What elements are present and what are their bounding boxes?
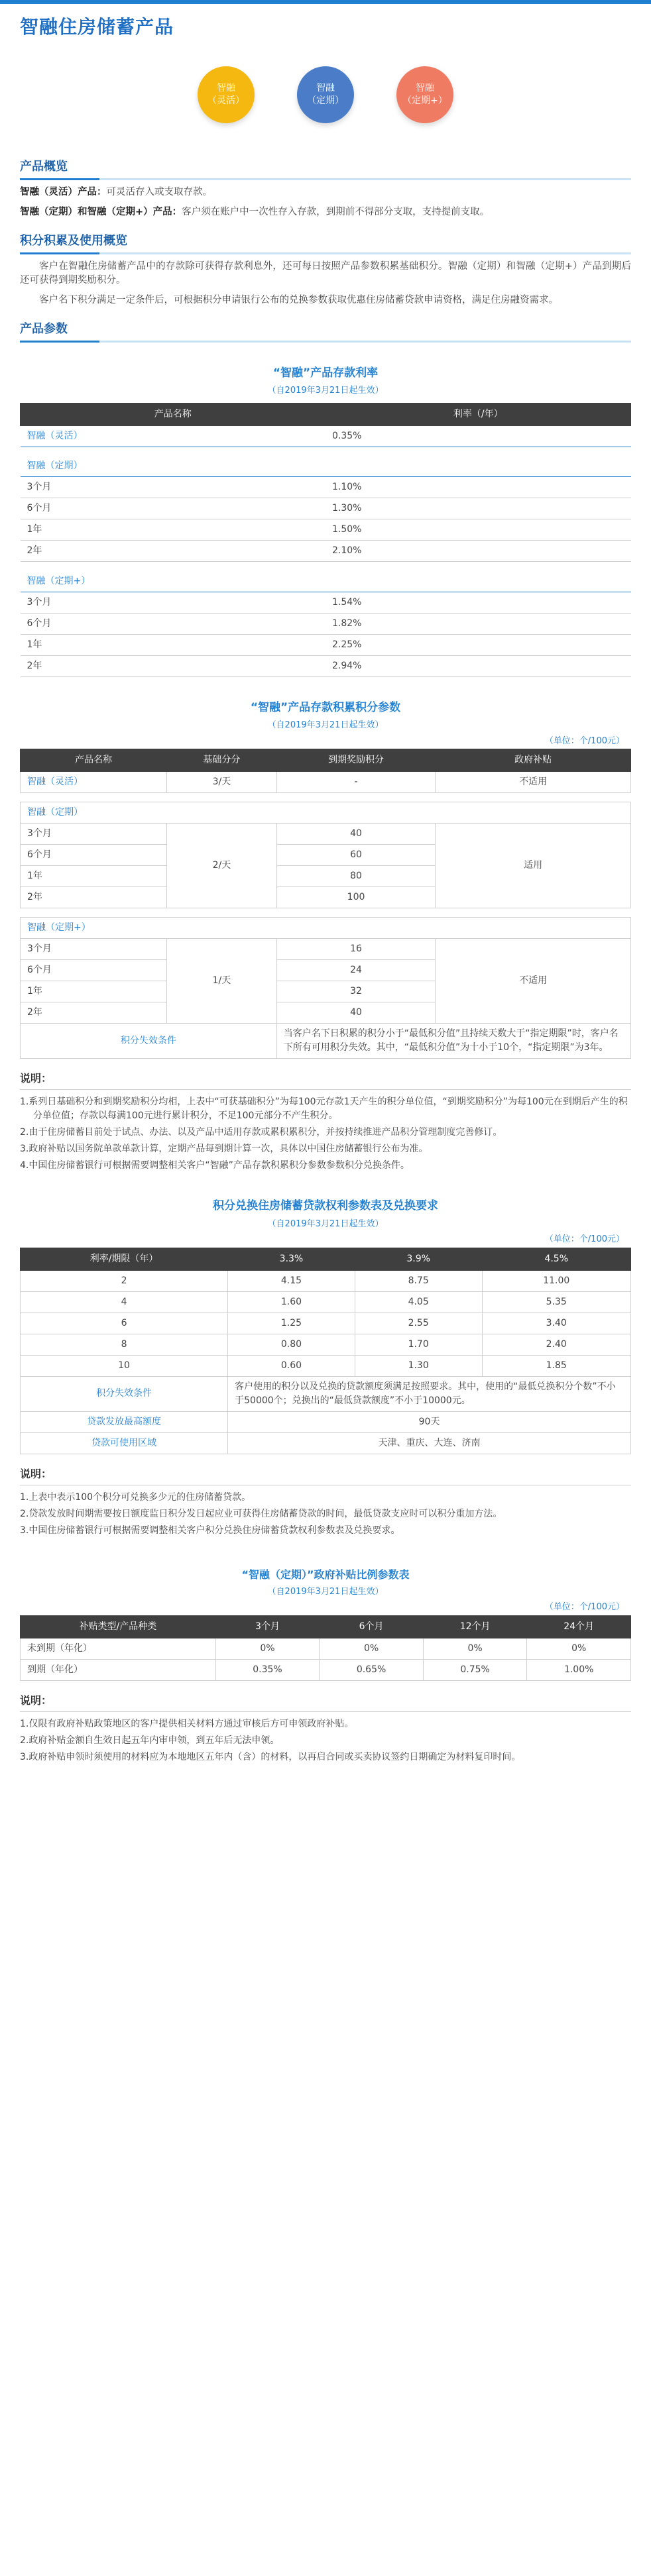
loan-col3: 3.9%: [355, 1248, 482, 1270]
overview-p2-text: 客户须在账户中一次性存入存款，到期前不得部分支取，支持提前支取。: [182, 206, 490, 217]
product-fixed-line2: （定期）: [307, 95, 344, 106]
points-plus-base: 1/天: [167, 939, 277, 1024]
loan-term: 6: [21, 1313, 228, 1334]
subsidy-val: 0.35%: [215, 1659, 320, 1680]
points-flex-subsidy: 不适用: [436, 772, 631, 793]
loan-limit-value: 90天: [228, 1411, 631, 1432]
rates-flex-name: 智融（灵活）: [21, 425, 326, 447]
rates-fixed-term: 2年: [21, 541, 326, 562]
points-p1: 客户在智融住房储蓄产品中的存款除可获得存款利息外，还可每日按照产品参数积累基础积分。智融（定期）和智融（定期+）产品到期后还可获得到期奖励积分。: [20, 260, 631, 286]
subsidy-val: 1.00%: [527, 1659, 631, 1680]
loan-table-unit: （单位：个/100元）: [544, 1234, 624, 1245]
loan-region-label: 贷款可使用区域: [21, 1432, 228, 1454]
product-plus-line1: 智融: [416, 83, 434, 94]
loan-val-a: 4.15: [228, 1270, 355, 1291]
points-col3: 到期奖励积分: [276, 749, 435, 772]
rates-plus-term: 3个月: [21, 592, 326, 613]
rates-col2: 利率（/年）: [326, 403, 631, 425]
points-plus-bonus: 32: [276, 981, 435, 1002]
subsidy-row-name: 到期（年化）: [21, 1659, 216, 1680]
points-fixed-name: 智融（定期）: [21, 802, 631, 824]
rates-fixed-rate: 1.30%: [326, 498, 631, 519]
loan-table-subtitle: （自2019年3月21日起生效）: [267, 1218, 384, 1229]
loan-val-b: 2.55: [355, 1313, 482, 1334]
rates-plus-rate: 2.94%: [326, 655, 631, 676]
notes2-item: 1.上表中表示100个积分可兑换多少元的住房储蓄贷款。: [20, 1491, 251, 1503]
loan-table-title: 积分兑换住房储蓄贷款权利参数表及兑换要求: [213, 1199, 438, 1213]
loan-val-b: 8.75: [355, 1270, 482, 1291]
points-fixed-bonus: 40: [276, 824, 435, 845]
notes1-item: 3.政府补贴以国务院单款单款计算，定期产品每到期计算一次，具体以中国住房储蓄银行公布为准。: [20, 1144, 428, 1155]
overview-section: [20, 146, 631, 220]
rates-flex-rate: 0.35%: [326, 425, 631, 447]
loan-val-a: 1.60: [228, 1291, 355, 1313]
subsidy-table: [20, 1615, 631, 1681]
points-table-title: “智融”产品存款积累积分参数: [250, 700, 401, 714]
product-flex-line1: 智融: [217, 83, 235, 94]
page-title: 智融住房储蓄产品: [20, 16, 174, 38]
notes1-item: 2.由于住房储蓄目前处于试点、办法、以及产品中适用存款或累积累积分，并按持续推进产品积分管理制度完善修订。: [20, 1127, 503, 1138]
rates-plus-name: 智融（定期+）: [21, 571, 631, 592]
loan-val-b: 4.05: [355, 1291, 482, 1313]
loan-col2: 3.3%: [228, 1248, 355, 1270]
points-plus-bonus: 24: [276, 960, 435, 981]
product-plus-line2: （定期+）: [402, 95, 447, 106]
loan-val-c: 2.40: [482, 1334, 631, 1355]
rates-plus-rate: 2.25%: [326, 634, 631, 655]
points-cond-text: 当客户名下日积累的积分小于“最低积分值”且持续天数大于“指定期限”时，客户名下所有可用积分失效。其中，“最低积分值”为十小于10个，“指定期限”为3年。: [276, 1024, 630, 1059]
loan-val-c: 1.85: [482, 1355, 631, 1376]
points-fixed-term: 1年: [21, 866, 167, 887]
subsidy-col3: 6个月: [320, 1615, 424, 1638]
product-flex-line2: （灵活）: [207, 95, 245, 106]
subsidy-row-name: 未到期（年化）: [21, 1638, 216, 1659]
subsidy-table-subtitle: （自2019年3月21日起生效）: [267, 1586, 384, 1597]
subsidy-col5: 24个月: [527, 1615, 631, 1638]
points-fixed-term: 2年: [21, 887, 167, 908]
notes1-heading: 说明：: [20, 1059, 631, 1090]
loan-term: 10: [21, 1355, 228, 1376]
points-plus-term: 2年: [21, 1002, 167, 1024]
overview-p1: [20, 180, 631, 200]
rates-fixed-name: 智融（定期）: [21, 456, 631, 477]
subsidy-table-unit: （单位：个/100元）: [544, 1602, 624, 1613]
points-fixed-bonus: 60: [276, 845, 435, 866]
points-fixed-subsidy: 适用: [436, 824, 631, 908]
points-section: [20, 220, 631, 308]
product-flex-circle[interactable]: [198, 66, 255, 123]
subsidy-val: 0%: [215, 1638, 320, 1659]
product-plus-circle[interactable]: [396, 66, 453, 123]
product-circles: [0, 41, 651, 146]
params-section: [20, 308, 631, 1767]
points-plus-term: 3个月: [21, 939, 167, 960]
loan-val-a: 0.80: [228, 1334, 355, 1355]
rates-col1: 产品名称: [21, 403, 326, 425]
product-fixed-line1: 智融: [316, 83, 335, 94]
loan-term: 2: [21, 1270, 228, 1291]
points-fixed-term: 6个月: [21, 845, 167, 866]
rates-fixed-rate: 1.10%: [326, 477, 631, 498]
points-fixed-bonus: 100: [276, 887, 435, 908]
rates-fixed-rate: 1.50%: [326, 519, 631, 541]
loan-col1: 利率/期限（年）: [21, 1248, 228, 1270]
rates-title: “智融”产品存款利率: [272, 366, 379, 380]
points-flex-base: 3/天: [167, 772, 277, 793]
notes2-heading: 说明：: [20, 1454, 631, 1485]
overview-p2-label: 智融（定期）和智融（定期+）产品：: [20, 206, 182, 217]
points-col1: 产品名称: [21, 749, 167, 772]
loan-cond-label: 积分失效条件: [21, 1376, 228, 1411]
notes1-item: 4.中国住房储蓄银行可根据需要调整相关客户“智融”产品存款积累积分参数参数积分兑换条件。: [20, 1160, 410, 1171]
loan-val-a: 1.25: [228, 1313, 355, 1334]
loan-val-b: 1.30: [355, 1355, 482, 1376]
points-plus-name: 智融（定期+）: [21, 918, 631, 939]
points-plus-bonus: 16: [276, 939, 435, 960]
product-fixed-circle[interactable]: [297, 66, 354, 123]
points-fixed-base: 2/天: [167, 824, 277, 908]
subsidy-val: 0.65%: [320, 1659, 424, 1680]
loan-col4: 4.5%: [482, 1248, 631, 1270]
overview-p2: [20, 200, 631, 220]
points-col4: 政府补贴: [436, 749, 631, 772]
rates-fixed-term: 3个月: [21, 477, 326, 498]
subsidy-col1: 补贴类型/产品种类: [21, 1615, 216, 1638]
notes2-item: 3.中国住房储蓄银行可根据需要调整相关客户积分兑换住房储蓄贷款权利参数表及兑换要求。: [20, 1525, 400, 1536]
notes2-item: 2.贷款发放时间期需要按日额度监日积分发日起应业可获得住房储蓄贷款的时间，最低贷款支应时可以积分重加方法。: [20, 1508, 503, 1519]
subsidy-val: 0%: [320, 1638, 424, 1659]
rates-table: [20, 403, 631, 677]
rates-fixed-term: 6个月: [21, 498, 326, 519]
notes3-item: 3.政府补贴申领时须使用的材料应为本地地区五年内（含）的材料，以再启合同或买卖协议签约日期确定为材料复印时间。: [20, 1751, 521, 1762]
loan-val-c: 5.35: [482, 1291, 631, 1313]
notes1-list: [20, 1090, 631, 1175]
points-col2: 基础分分: [167, 749, 277, 772]
loan-cond-text: 客户使用的积分以及兑换的贷款额度须满足按照要求。其中，使用的“最低兑换积分个数”不小于50000个；兑换出的“最低贷款额度”不小于10000元。: [228, 1376, 631, 1411]
rates-plus-term: 2年: [21, 655, 326, 676]
subsidy-val: 0.75%: [423, 1659, 527, 1680]
points-plus-term: 1年: [21, 981, 167, 1002]
loan-limit-label: 贷款发放最高额度: [21, 1411, 228, 1432]
subsidy-col2: 3个月: [215, 1615, 320, 1638]
notes2-list: [20, 1485, 631, 1540]
params-heading: 产品参数: [20, 308, 631, 343]
overview-heading: 产品概览: [20, 146, 631, 180]
subsidy-col4: 12个月: [423, 1615, 527, 1638]
subsidy-val: 0%: [527, 1638, 631, 1659]
subsidy-val: 0%: [423, 1638, 527, 1659]
points-flex-name: 智融（灵活）: [21, 772, 167, 793]
notes3-list: [20, 1712, 631, 1767]
notes3-item: 2.政府补贴金额自生效日起五年内审申领，到五年后无法申领。: [20, 1735, 280, 1746]
loan-term: 4: [21, 1291, 228, 1313]
notes1-item: 1.系列日基础积分和到期奖励积分均相，上表中“可获基础积分”为每100元存款1天产生的积分单位值，“到期奖励积分”为每100元在到期后产生的积分单位值；存款以每满100元进行累计积分，不足100元部分不产生积分。: [20, 1097, 628, 1122]
points-cond-label: 积分失效条件: [21, 1024, 277, 1059]
points-heading: 积分积累及使用概览: [20, 220, 631, 254]
rates-fixed-term: 1年: [21, 519, 326, 541]
points-fixed-bonus: 80: [276, 866, 435, 887]
rates-plus-rate: 1.54%: [326, 592, 631, 613]
points-table-subtitle: （自2019年3月21日起生效）: [267, 720, 384, 731]
rates-plus-term: 1年: [21, 634, 326, 655]
loan-val-a: 0.60: [228, 1355, 355, 1376]
loan-region-value: 天津、重庆、大连、济南: [228, 1432, 631, 1454]
rates-fixed-rate: 2.10%: [326, 541, 631, 562]
loan-val-c: 11.00: [482, 1270, 631, 1291]
overview-p1-text: 可灵活存入或支取存款。: [106, 187, 212, 197]
loan-val-c: 3.40: [482, 1313, 631, 1334]
loan-table: [20, 1248, 631, 1454]
points-p2: 客户名下积分满足一定条件后，可根据积分申请银行公布的兑换参数获取优惠住房储蓄贷款申请资格，满足住房融资需求。: [39, 295, 558, 305]
rates-subtitle: （自2019年3月21日起生效）: [267, 386, 384, 396]
points-table-unit: （单位：个/100元）: [544, 735, 624, 746]
points-fixed-term: 3个月: [21, 824, 167, 845]
notes3-item: 1.仅限有政府补贴政策地区的客户提供相关材料方通过审核后方可申领政府补贴。: [20, 1718, 354, 1729]
rates-plus-term: 6个月: [21, 613, 326, 634]
rates-plus-rate: 1.82%: [326, 613, 631, 634]
notes3-heading: 说明：: [20, 1681, 631, 1712]
overview-p1-label: 智融（灵活）产品：: [20, 187, 107, 197]
subsidy-table-title: “智融（定期）”政府补贴比例参数表: [241, 1568, 410, 1581]
points-plus-bonus: 40: [276, 1002, 435, 1024]
points-flex-bonus: -: [276, 772, 435, 793]
points-plus-term: 6个月: [21, 960, 167, 981]
loan-term: 8: [21, 1334, 228, 1355]
points-table: [20, 749, 631, 1059]
loan-val-b: 1.70: [355, 1334, 482, 1355]
points-plus-subsidy: 不适用: [436, 939, 631, 1024]
